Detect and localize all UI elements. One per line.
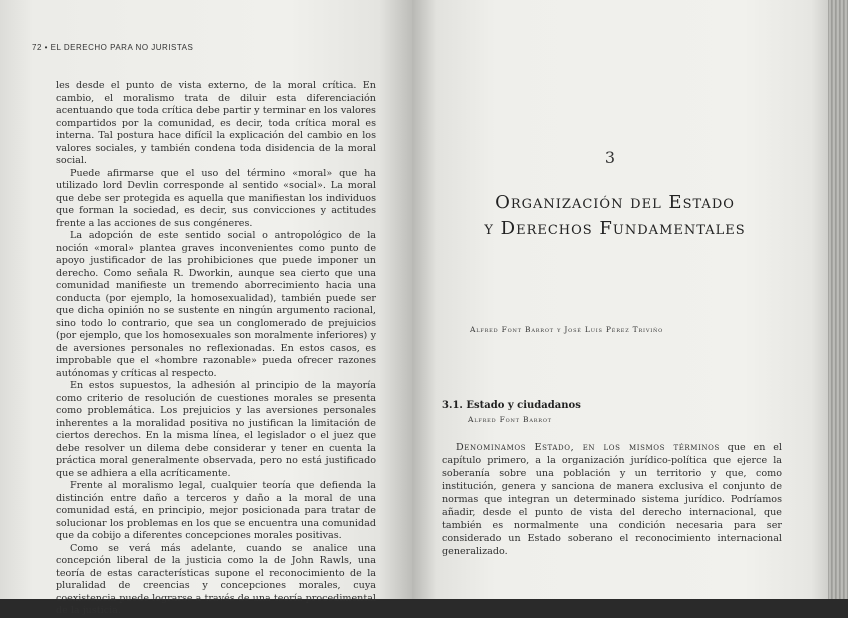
chapter-number: 3 xyxy=(604,148,616,167)
running-head: 72 • EL DERECHO PARA NO JURISTAS xyxy=(32,43,194,52)
left-paragraph-6: Como se verá más adelante, cuando se analice una concepción liberal de la justicia como la de John Rawls, una teoría de estas características supone el reconocimiento de la pluralidad de creencias y concepciones morales, cuya coexistencia puede lograrse a través de una teoría procedimental de la justicia. xyxy=(56,542,376,616)
left-paragraph-1: les desde el punto de vista externo, de la moral crítica. En cambio, el moralismo trata de diluir esta diferenciación acentuando que toda crítica debe partir y terminar en los valores compartidos por la comunidad, es decir, toda crítica moral es interna. Tal postura hace difícil la explicación del cambio en los valores sociales, y también condena toda disidencia de la moral social. xyxy=(56,80,376,166)
right-body-text xyxy=(442,441,782,558)
chapter-title xyxy=(480,190,750,242)
chapter-authors: Alfred Font Barrot y José Luis Pérez Triviño xyxy=(470,325,664,334)
chapter-title-line-1: Organización del Estado xyxy=(495,192,735,213)
paragraph-rest: que en el capítulo primero, a la organización jurídico-política que ejerce la soberanía sobre una población y un territorio y que, como institución, genera y sanciona de manera exclusiva el conjunto de normas que integran un determinado sistema jurídico. Podríamos añadir, desde el punto de vista del derecho internacional, que también es normalmente una condición necesaria para ser considerado un Estado soberano el reconocimiento internacional generalizado. xyxy=(442,442,782,557)
section-heading: 3.1. Estado y ciudadanos xyxy=(442,400,581,411)
left-paragraph-3: La adopción de este sentido social o antropológico de la noción «moral» plantea graves inconvenientes como punto de apoyo justificador de las prohibiciones que puede imponer un derecho. Como señala R. Dworkin, aunque sea cierto que una comunidad manifieste un tremendo aborrecimiento hacia una conducta (por ejemplo, la homosexualidad), también puede ser que dicha opinión no se sustente en ningún argumento racional, sino todo lo contrario, que sea un conglomerado de prejuicios (por ejemplo, que los homosexuales son moralmente inferiores) y de aversiones personales no reflexionadas. En estos casos, es improbable que el «hombre razonable» pueda ofrecer razones autónomas y críticas al respecto. xyxy=(56,230,376,379)
paragraph-lead-in: Denominamos Estado, en los mismos términos xyxy=(456,442,720,453)
chapter-title-line-2: y Derechos Fundamentales xyxy=(484,218,746,239)
left-paragraph-5: Frente al moralismo legal, cualquier teoría que defienda la distinción entre daño a terceros y daño a la moral de una comunidad está, en principio, mejor posicionada para tratar de solucionar los problemas en los que se encuentra una comunidad que da cobijo a diferentes concepciones morales positivas. xyxy=(56,480,376,541)
left-page xyxy=(0,0,412,616)
page-edges xyxy=(828,0,848,599)
right-paragraph xyxy=(442,441,782,558)
left-paragraph-2: Puede afirmarse que el uso del término «moral» que ha utilizado lord Devlin corresponde al sentido «social». La moral que debe ser protegida es aquella que manifiestan los individuos que forman la sociedad, es decir, sus convicciones y actitudes frente a las acciones de sus congéneres. xyxy=(56,167,376,229)
left-body-text xyxy=(56,80,376,618)
left-paragraph-4: En estos supuestos, la adhesión al principio de la mayoría como criterio de resolución de cuestiones morales se presenta como problemática. Los prejuicios y las aversiones personales inherentes a la moralidad positiva no justifican la limitación de ciertos derechos. En la misma línea, el legislador o el juez que debe resolver un dilema debe considerar y tener en cuenta la práctica moral generalmente observada, pero no está justificado que se adhiera a ella acríticamente. xyxy=(56,380,376,479)
section-author: Alfred Font Barrot xyxy=(468,415,552,424)
